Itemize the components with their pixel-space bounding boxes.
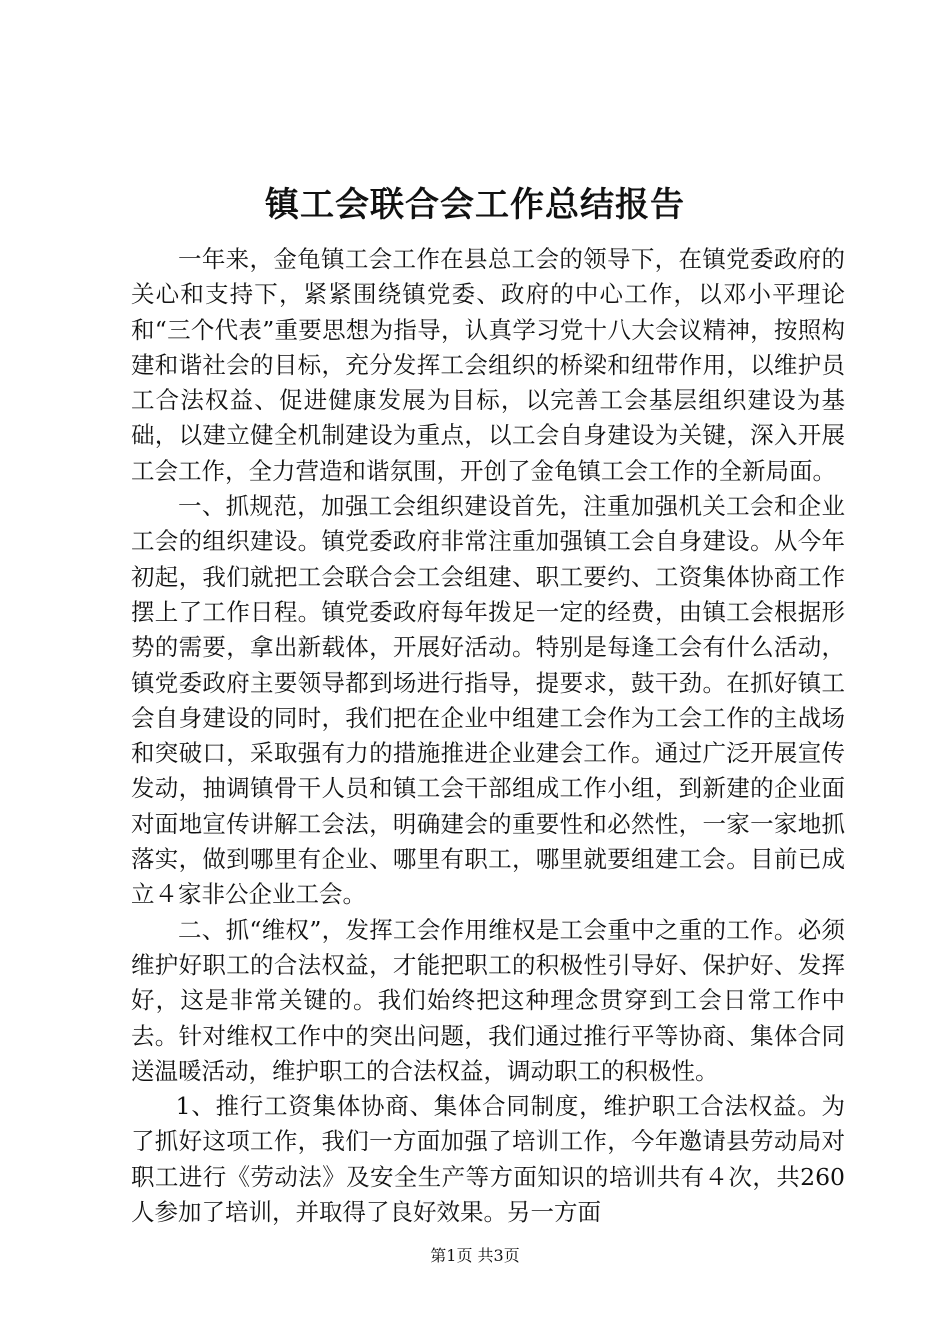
document-title: 镇工会联合会工作总结报告 bbox=[265, 185, 685, 225]
paragraph-intro: 一年来，金龟镇工会工作在县总工会的领导下，在镇党委政府的关心和支持下，紧紧围绕镇党委、政府的中心工作，以邓小平理论和“三个代表”重要思想为指导，认真学习党十八大会议精神，按照构建和谐社会的目标，充分发挥工会组织的桥梁和纽带作用，以维护员工合法权益、促进健康发展为目标，以完善工会基层组织建设为基础，以建立健全机制建设为重点，以工会自身建设为关键，深入开展工会工作，全力营造和谐氛围，开创了金龟镇工会工作的全新局面。 bbox=[131, 245, 845, 485]
paragraph-section-1: 一、抓规范，加强工会组织建设首先，注重加强机关工会和企业工会的组织建设。镇党委政府非常注重加强镇工会自身建设。从今年初起，我们就把工会联合会工会组建、职工要约、工资集体协商工作摆上了工作日程。镇党委政府每年拨足一定的经费，由镇工会根据形势的需要，拿出新载体，开展好活动。特别是每逢工会有什么活动，镇党委政府主要领导都到场进行指导，提要求，鼓干劲。在抓好镇工会自身建设的同时，我们把在企业中组建工会作为工会工作的主战场和突破口，采取强有力的措施推进企业建会工作。通过广泛开展宣传发动，抽调镇骨干人员和镇工会干部组成工作小组，到新建的企业面对面地宣传讲解工会法，明确建会的重要性和必然性，一家一家地抓落实，做到哪里有企业、哪里有职工，哪里就要组建工会。目前已成立４家非公企业工会。 bbox=[131, 492, 845, 909]
paragraph-section-2: 二、抓“维权”，发挥工会作用维权是工会重中之重的工作。必须维护好职工的合法权益，才能把职工的积极性引导好、保护好、发挥好，这是非常关键的。我们始终把这种理念贯穿到工会日常工作中去。针对维权工作中的突出问题，我们通过推行平等协商、集体合同送温暖活动，维护职工的合法权益，调动职工的积极性。 bbox=[131, 915, 845, 1085]
paragraph-section-2-item-1: 1、推行工资集体协商、集体合同制度，维护职工合法权益。为了抓好这项工作，我们一方面加强了培训工作，今年邀请县劳动局对职工进行《劳动法》及安全生产等方面知识的培训共有４次，共260人参加了培训，并取得了良好效果。另一方面 bbox=[131, 1092, 845, 1227]
document-body bbox=[131, 242, 845, 1230]
page-number-footer: 第1页 共3页 bbox=[430, 1246, 520, 1265]
